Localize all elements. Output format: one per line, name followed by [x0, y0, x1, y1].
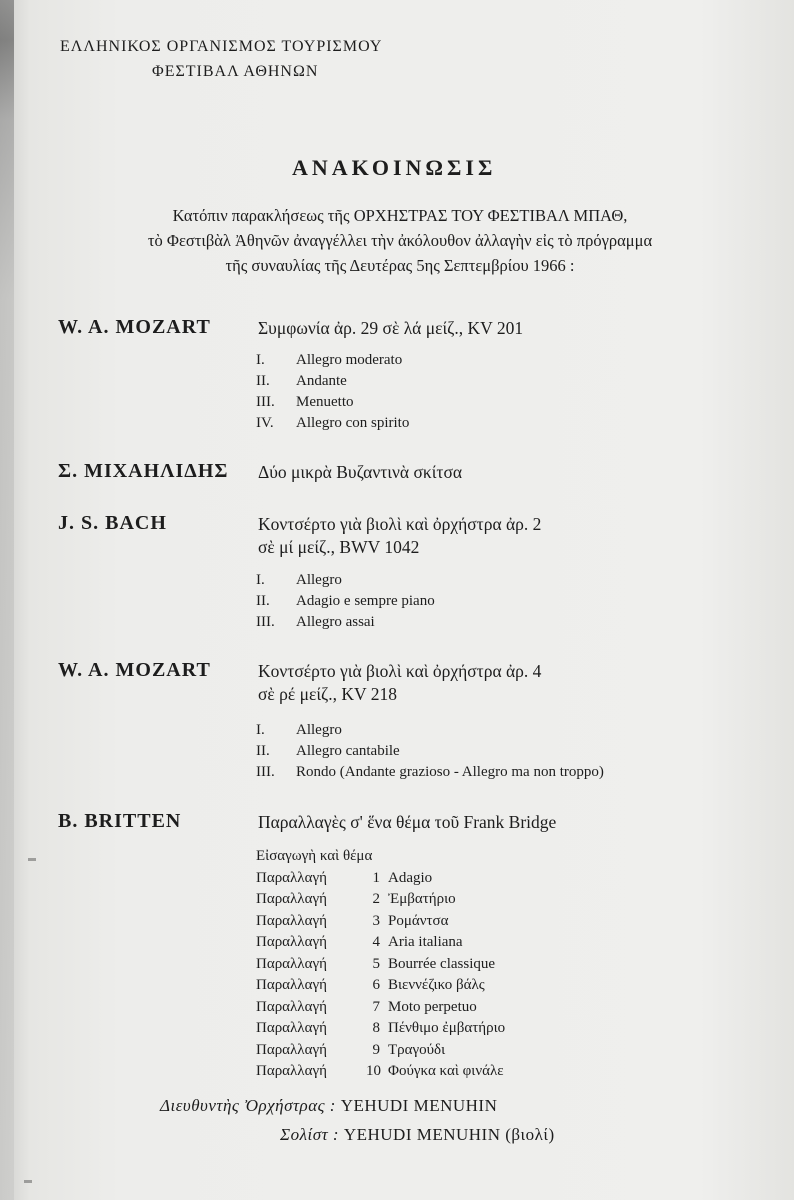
intro-line: τῆς συναυλίας τῆς Δευτέρας 5ης Σεπτεμβρίου 1966 :	[225, 256, 575, 275]
composer-name: W. A. MOZART	[58, 659, 211, 681]
work-title	[258, 660, 541, 706]
movement-list	[256, 570, 435, 633]
variation-item: Παραλλαγή 9 Τραγούδι	[256, 1041, 446, 1058]
work-title-line: Κοντσέρτο γιὰ βιολὶ καὶ ὀρχήστρα ἀρ. 4	[258, 661, 542, 681]
variation-list	[256, 846, 505, 1083]
composer-name: Σ. ΜΙΧΑΗΛΙΔΗΣ	[58, 460, 229, 482]
movement-list	[256, 720, 604, 783]
variation-item: Παραλλαγή 3 Ρομάντσα	[256, 912, 449, 929]
work-title	[258, 513, 541, 559]
conductor-name: YEHUDI MENUHIN	[340, 1096, 498, 1115]
movement-item: III. Rondo (Andante grazioso - Allegro ma non troppo)	[256, 764, 604, 780]
composer-name: B. BRITTEN	[58, 810, 182, 832]
variation-item: Παραλλαγή 4 Aria italiana	[256, 934, 463, 950]
movement-item: II. Adagio e sempre piano	[256, 593, 435, 609]
variation-item: Παραλλαγή 1 Adagio	[256, 869, 433, 886]
intro-line: Κατόπιν παρακλήσεως τῆς ΟΡΧΗΣΤΡΑΣ ΤΟΥ ΦΕΣΤΙΒΑΛ ΜΠΑΘ,	[172, 206, 628, 225]
work-title: Δύο μικρὰ Βυζαντινὰ σκίτσα	[258, 462, 463, 482]
conductor-role: Διευθυντὴς Ὀρχήστρας :	[160, 1096, 336, 1115]
composer-name: J. S. BACH	[58, 512, 167, 534]
intro-paragraph	[60, 203, 740, 278]
variation-item: Παραλλαγή 10 Φούγκα καὶ φινάλε	[256, 1063, 504, 1079]
intro-line: τὸ Φεστιβὰλ Ἀθηνῶν ἀναγγέλλει τὴν ἀκόλουθον ἀλλαγὴν εἰς τὸ πρόγραμμα	[147, 231, 653, 250]
movement-item: II. Allegro cantabile	[256, 743, 400, 759]
movement-item: III. Allegro assai	[256, 614, 375, 630]
movement-item: III. Menuetto	[256, 394, 354, 410]
scan-speck	[24, 1180, 32, 1183]
movement-item: II. Andante	[256, 373, 347, 389]
variation-intro: Εἰσαγωγὴ καὶ θέμα	[256, 848, 373, 864]
movement-item: I. Allegro	[256, 572, 342, 588]
conductor-credit	[160, 1096, 497, 1116]
movement-list	[256, 350, 409, 434]
soloist-credit	[280, 1125, 555, 1145]
scan-shadow-edge	[0, 0, 14, 1200]
variation-item: Παραλλαγή 8 Πένθιμο ἐμβατήριο	[256, 1020, 506, 1036]
soloist-name: YEHUDI MENUHIN (βιολί)	[343, 1125, 555, 1144]
variation-item: Παραλλαγή 5 Bourrée classique	[256, 955, 496, 972]
composer-name: W. A. MOZART	[58, 316, 211, 338]
variation-item: Παραλλαγή 7 Moto perpetuo	[256, 998, 477, 1015]
work-title-line: Κοντσέρτο γιὰ βιολὶ καὶ ὀρχήστρα ἀρ. 2	[258, 514, 542, 534]
page-title: ΑΝΑΚΟΙΝΩΣΙΣ	[292, 155, 497, 180]
festival-name: ΦΕΣΤΙΒΑΛ ΑΘΗΝΩΝ	[152, 63, 319, 80]
organization-name: ΕΛΛΗΝΙΚΟΣ ΟΡΓΑΝΙΣΜΟΣ ΤΟΥΡΙΣΜΟΥ	[60, 38, 383, 55]
variation-item: Παραλλαγή 6 Βιεννέζικο βάλς	[256, 977, 485, 993]
movement-item: I. Allegro	[256, 722, 342, 738]
work-title-line: σὲ ρέ μείζ., KV 218	[258, 684, 398, 704]
variation-item: Παραλλαγή 2 Ἐμβατήριο	[256, 891, 456, 907]
movement-item: IV. Allegro con spirito	[256, 415, 410, 431]
work-title: Παραλλαγὲς σ' ἕνα θέμα τοῦ Frank Bridge	[258, 812, 557, 832]
movement-item: I. Allegro moderato	[256, 352, 403, 368]
work-title-line: σὲ μί μείζ., BWV 1042	[258, 537, 420, 557]
soloist-role: Σολίστ :	[280, 1125, 340, 1144]
scan-speck	[28, 858, 36, 861]
work-title: Συμφωνία ἀρ. 29 σὲ λά μείζ., KV 201	[258, 318, 524, 338]
